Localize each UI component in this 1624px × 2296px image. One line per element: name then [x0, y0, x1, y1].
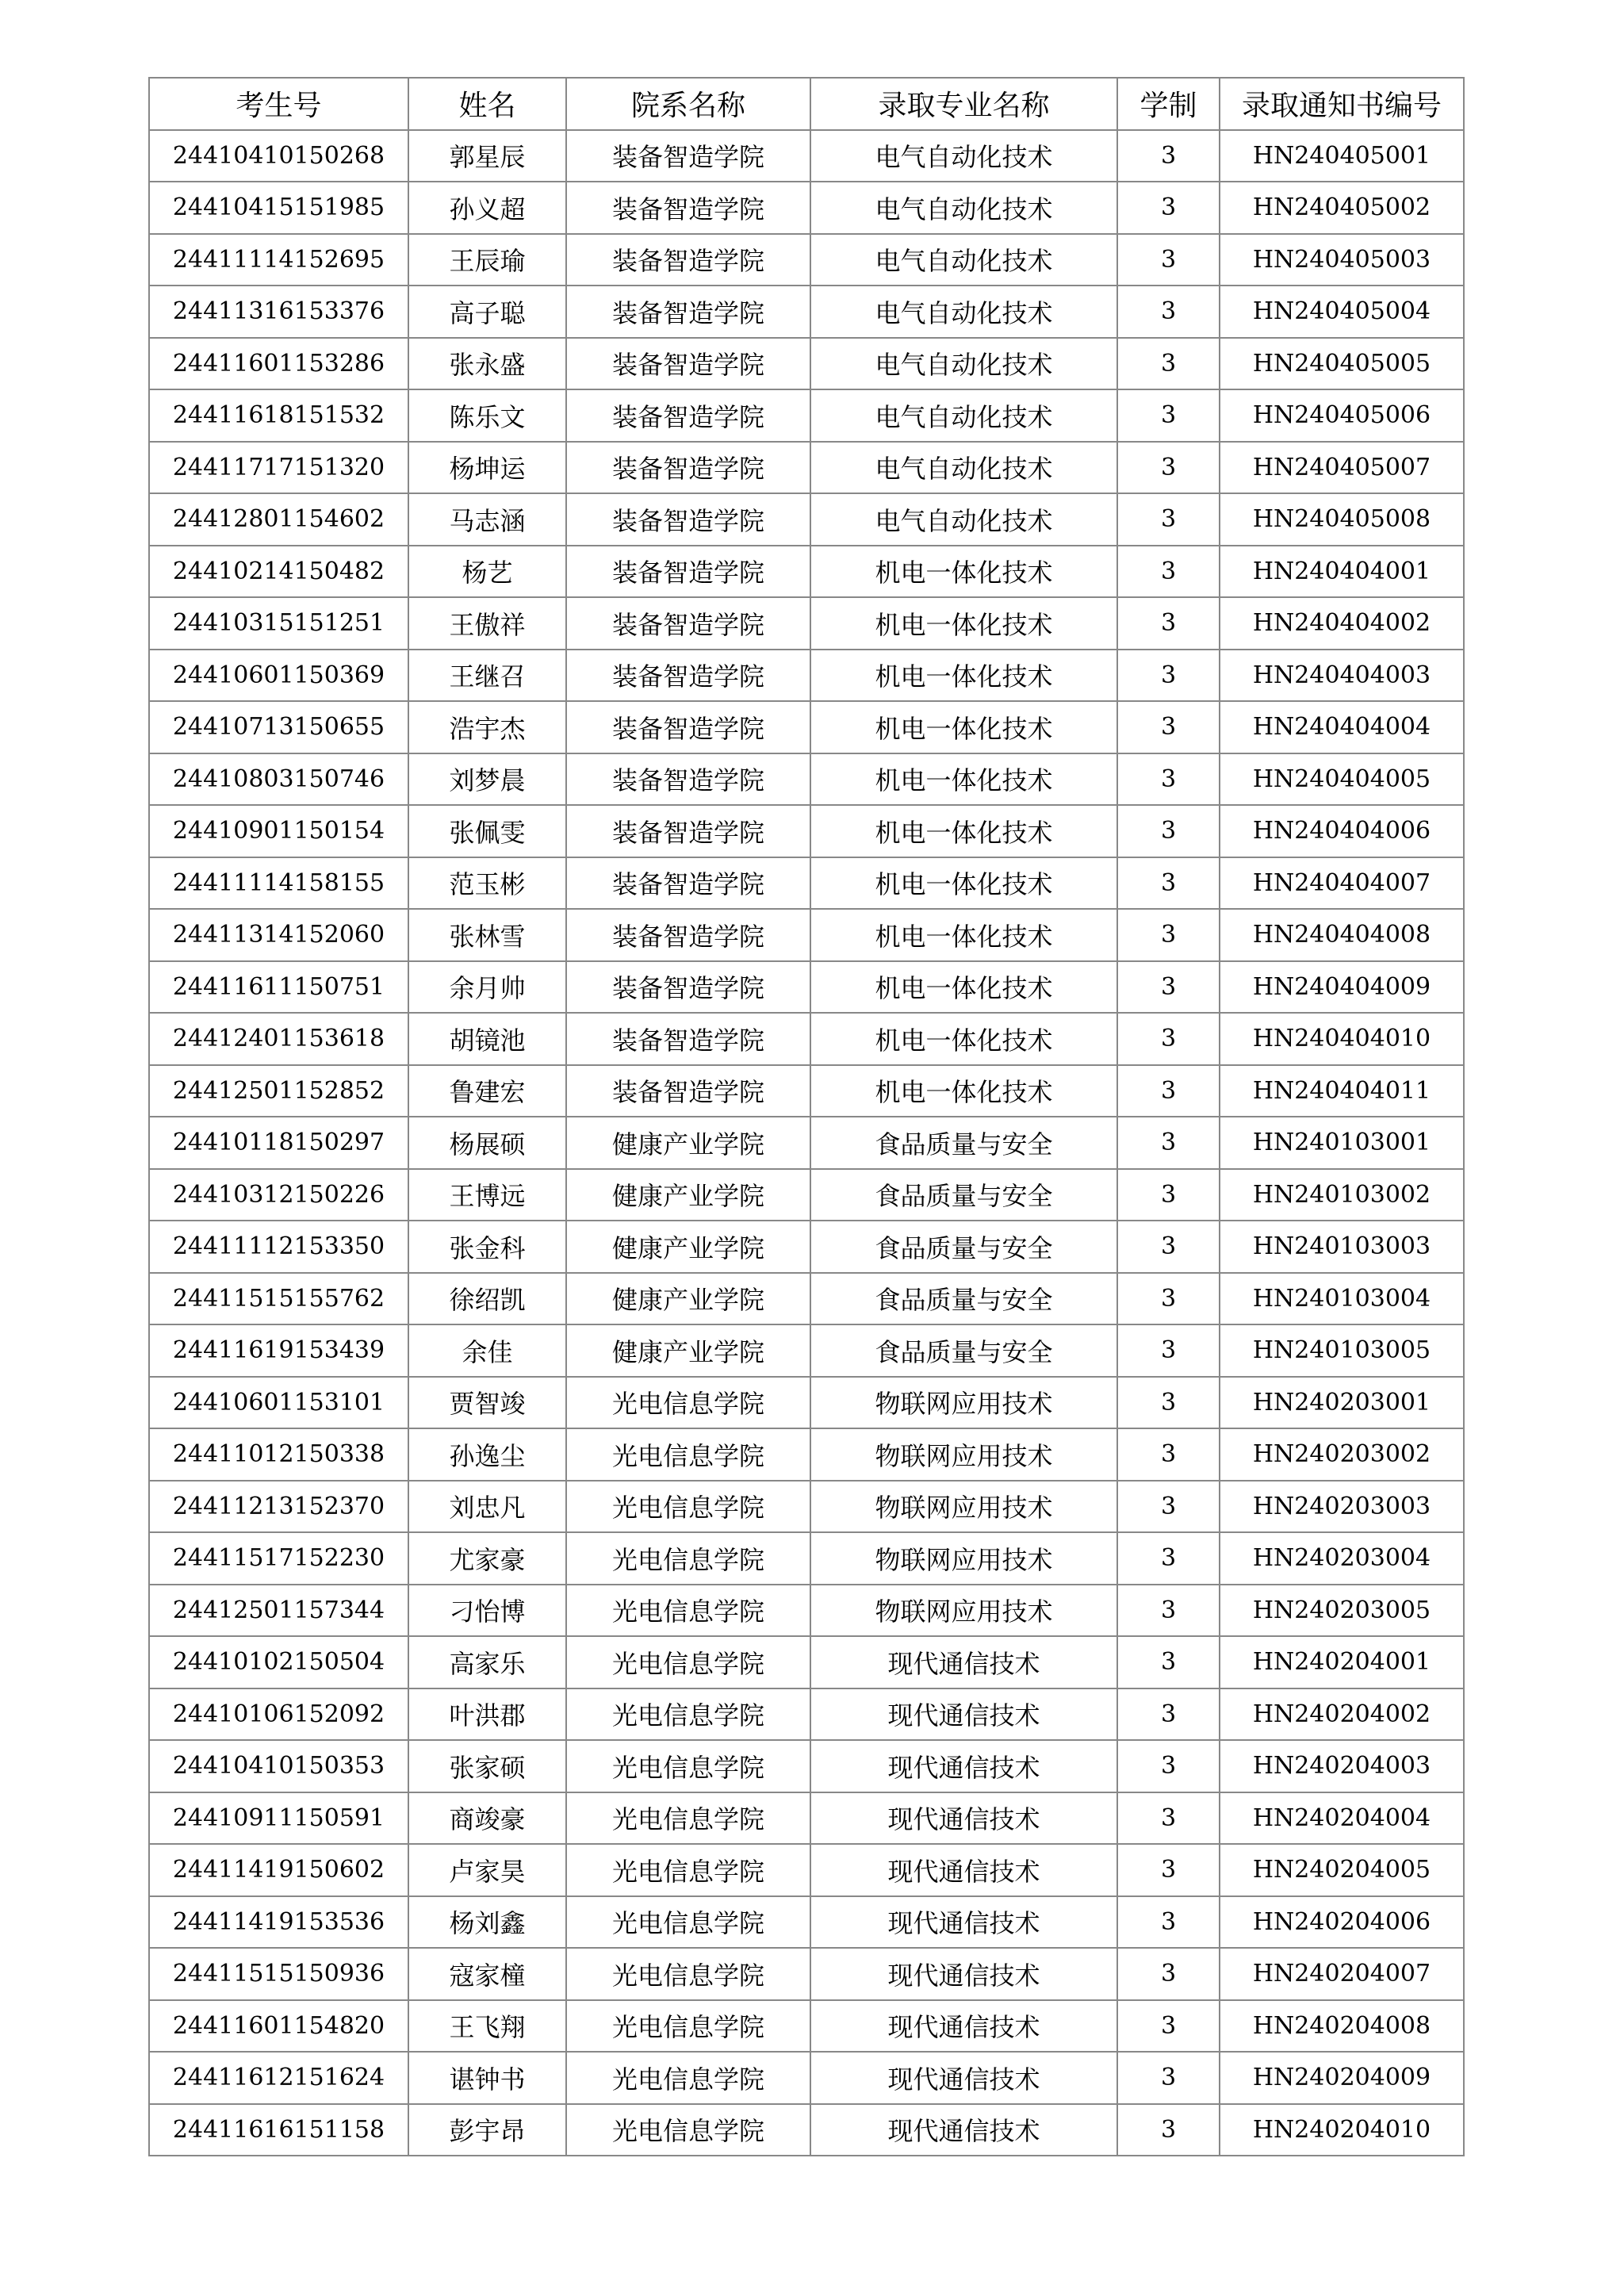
notice-number-cell: HN240405007 [1220, 442, 1464, 494]
department-cell: 装备智造学院 [566, 493, 810, 546]
exam-number-cell: 24410118150297 [149, 1117, 408, 1169]
student-name-cell: 孙义超 [408, 182, 566, 234]
table-row [149, 1740, 1464, 1792]
student-name-cell: 张林雪 [408, 909, 566, 961]
department-cell: 装备智造学院 [566, 442, 810, 494]
duration-cell: 3 [1117, 1844, 1220, 1896]
student-name-cell: 杨艺 [408, 546, 566, 598]
major-cell: 电气自动化技术 [810, 130, 1117, 182]
admission-table [148, 77, 1465, 2156]
major-cell: 现代通信技术 [810, 2000, 1117, 2053]
duration-cell: 3 [1117, 1117, 1220, 1169]
notice-number-cell: HN240405001 [1220, 130, 1464, 182]
major-cell: 食品质量与安全 [810, 1169, 1117, 1221]
duration-cell: 3 [1117, 1896, 1220, 1949]
exam-number-cell: 24411601153286 [149, 338, 408, 390]
major-cell: 电气自动化技术 [810, 234, 1117, 286]
major-cell: 电气自动化技术 [810, 442, 1117, 494]
student-name-cell: 陈乐文 [408, 389, 566, 442]
major-cell: 现代通信技术 [810, 1844, 1117, 1896]
duration-cell: 3 [1117, 961, 1220, 1014]
table-row [149, 1013, 1464, 1065]
table-row [149, 2104, 1464, 2156]
student-name-cell: 谌钟书 [408, 2052, 566, 2104]
student-name-cell: 商竣豪 [408, 1792, 566, 1845]
duration-cell: 3 [1117, 1688, 1220, 1741]
notice-number-cell: HN240404008 [1220, 909, 1464, 961]
major-cell: 机电一体化技术 [810, 805, 1117, 857]
duration-cell: 3 [1117, 442, 1220, 494]
table-row [149, 2000, 1464, 2053]
notice-number-cell: HN240204008 [1220, 2000, 1464, 2053]
major-cell: 现代通信技术 [810, 1740, 1117, 1792]
duration-cell: 3 [1117, 1377, 1220, 1429]
table-row [149, 1948, 1464, 2000]
notice-number-cell: HN240405004 [1220, 286, 1464, 338]
table-row [149, 493, 1464, 546]
notice-number-cell: HN240103001 [1220, 1117, 1464, 1169]
notice-number-cell: HN240203004 [1220, 1532, 1464, 1585]
duration-cell: 3 [1117, 1636, 1220, 1688]
exam-number-cell: 24411612151624 [149, 2052, 408, 2104]
student-name-cell: 王飞翔 [408, 2000, 566, 2053]
major-cell: 机电一体化技术 [810, 909, 1117, 961]
major-cell: 现代通信技术 [810, 2104, 1117, 2156]
duration-cell: 3 [1117, 1532, 1220, 1585]
notice-number-cell: HN240204009 [1220, 2052, 1464, 2104]
header-name: 姓名 [408, 78, 566, 130]
exam-number-cell: 24411012150338 [149, 1428, 408, 1481]
notice-number-cell: HN240204010 [1220, 2104, 1464, 2156]
table-row [149, 389, 1464, 442]
major-cell: 机电一体化技术 [810, 857, 1117, 910]
notice-number-cell: HN240204005 [1220, 1844, 1464, 1896]
table-row [149, 182, 1464, 234]
duration-cell: 3 [1117, 2052, 1220, 2104]
duration-cell: 3 [1117, 1273, 1220, 1325]
table-row [149, 1636, 1464, 1688]
header-exam-number: 考生号 [149, 78, 408, 130]
major-cell: 现代通信技术 [810, 1896, 1117, 1949]
table-row [149, 1585, 1464, 1637]
student-name-cell: 彭宇昂 [408, 2104, 566, 2156]
table-body [149, 130, 1464, 2156]
department-cell: 装备智造学院 [566, 857, 810, 910]
exam-number-cell: 24411112153350 [149, 1221, 408, 1273]
notice-number-cell: HN240103005 [1220, 1324, 1464, 1377]
department-cell: 装备智造学院 [566, 546, 810, 598]
student-name-cell: 贾智竣 [408, 1377, 566, 1429]
department-cell: 装备智造学院 [566, 389, 810, 442]
header-department: 院系名称 [566, 78, 810, 130]
exam-number-cell: 24410102150504 [149, 1636, 408, 1688]
department-cell: 健康产业学院 [566, 1169, 810, 1221]
exam-number-cell: 24411114158155 [149, 857, 408, 910]
department-cell: 光电信息学院 [566, 2052, 810, 2104]
exam-number-cell: 24411515150936 [149, 1948, 408, 2000]
major-cell: 食品质量与安全 [810, 1221, 1117, 1273]
table-row [149, 961, 1464, 1014]
major-cell: 物联网应用技术 [810, 1377, 1117, 1429]
student-name-cell: 杨展硕 [408, 1117, 566, 1169]
major-cell: 电气自动化技术 [810, 493, 1117, 546]
notice-number-cell: HN240204001 [1220, 1636, 1464, 1688]
exam-number-cell: 24411314152060 [149, 909, 408, 961]
exam-number-cell: 24412501157344 [149, 1585, 408, 1637]
exam-number-cell: 24411611150751 [149, 961, 408, 1014]
exam-number-cell: 24410106152092 [149, 1688, 408, 1741]
department-cell: 健康产业学院 [566, 1221, 810, 1273]
table-row [149, 1273, 1464, 1325]
exam-number-cell: 24411316153376 [149, 286, 408, 338]
major-cell: 现代通信技术 [810, 2052, 1117, 2104]
major-cell: 食品质量与安全 [810, 1273, 1117, 1325]
student-name-cell: 马志涵 [408, 493, 566, 546]
department-cell: 装备智造学院 [566, 286, 810, 338]
table-row [149, 130, 1464, 182]
major-cell: 物联网应用技术 [810, 1532, 1117, 1585]
major-cell: 现代通信技术 [810, 1688, 1117, 1741]
duration-cell: 3 [1117, 2000, 1220, 2053]
major-cell: 电气自动化技术 [810, 286, 1117, 338]
table-row [149, 1896, 1464, 1949]
exam-number-cell: 24410410150353 [149, 1740, 408, 1792]
student-name-cell: 鲁建宏 [408, 1065, 566, 1117]
exam-number-cell: 24410601153101 [149, 1377, 408, 1429]
student-name-cell: 郭星辰 [408, 130, 566, 182]
department-cell: 装备智造学院 [566, 701, 810, 753]
exam-number-cell: 24410410150268 [149, 130, 408, 182]
exam-number-cell: 24410911150591 [149, 1792, 408, 1845]
major-cell: 机电一体化技术 [810, 753, 1117, 806]
exam-number-cell: 24410713150655 [149, 701, 408, 753]
header-notice-number: 录取通知书编号 [1220, 78, 1464, 130]
major-cell: 电气自动化技术 [810, 338, 1117, 390]
table-row [149, 650, 1464, 702]
notice-number-cell: HN240204006 [1220, 1896, 1464, 1949]
major-cell: 机电一体化技术 [810, 1013, 1117, 1065]
student-name-cell: 余佳 [408, 1324, 566, 1377]
table-row [149, 1532, 1464, 1585]
exam-number-cell: 24411419153536 [149, 1896, 408, 1949]
duration-cell: 3 [1117, 650, 1220, 702]
table-row [149, 597, 1464, 650]
exam-number-cell: 24411114152695 [149, 234, 408, 286]
notice-number-cell: HN240103003 [1220, 1221, 1464, 1273]
table-row [149, 857, 1464, 910]
student-name-cell: 尤家豪 [408, 1532, 566, 1585]
exam-number-cell: 24412501152852 [149, 1065, 408, 1117]
department-cell: 光电信息学院 [566, 1896, 810, 1949]
student-name-cell: 王博远 [408, 1169, 566, 1221]
duration-cell: 3 [1117, 182, 1220, 234]
duration-cell: 3 [1117, 597, 1220, 650]
major-cell: 机电一体化技术 [810, 1065, 1117, 1117]
duration-cell: 3 [1117, 701, 1220, 753]
table-row [149, 1324, 1464, 1377]
department-cell: 光电信息学院 [566, 1792, 810, 1845]
exam-number-cell: 24410214150482 [149, 546, 408, 598]
department-cell: 装备智造学院 [566, 130, 810, 182]
notice-number-cell: HN240204007 [1220, 1948, 1464, 2000]
notice-number-cell: HN240203005 [1220, 1585, 1464, 1637]
table-row [149, 909, 1464, 961]
exam-number-cell: 24410312150226 [149, 1169, 408, 1221]
table-row [149, 1428, 1464, 1481]
notice-number-cell: HN240203001 [1220, 1377, 1464, 1429]
table-row [149, 442, 1464, 494]
department-cell: 装备智造学院 [566, 650, 810, 702]
table-row [149, 1377, 1464, 1429]
student-name-cell: 杨刘鑫 [408, 1896, 566, 1949]
header-duration: 学制 [1117, 78, 1220, 130]
duration-cell: 3 [1117, 1221, 1220, 1273]
major-cell: 食品质量与安全 [810, 1324, 1117, 1377]
department-cell: 健康产业学院 [566, 1324, 810, 1377]
major-cell: 现代通信技术 [810, 1636, 1117, 1688]
department-cell: 装备智造学院 [566, 753, 810, 806]
department-cell: 光电信息学院 [566, 1688, 810, 1741]
table-row [149, 805, 1464, 857]
duration-cell: 3 [1117, 493, 1220, 546]
notice-number-cell: HN240404002 [1220, 597, 1464, 650]
major-cell: 机电一体化技术 [810, 701, 1117, 753]
department-cell: 健康产业学院 [566, 1273, 810, 1325]
duration-cell: 3 [1117, 1585, 1220, 1637]
exam-number-cell: 24410901150154 [149, 805, 408, 857]
table-row [149, 1844, 1464, 1896]
department-cell: 装备智造学院 [566, 597, 810, 650]
duration-cell: 3 [1117, 1481, 1220, 1533]
department-cell: 装备智造学院 [566, 961, 810, 1014]
table-row [149, 1688, 1464, 1741]
department-cell: 光电信息学院 [566, 1481, 810, 1533]
notice-number-cell: HN240204003 [1220, 1740, 1464, 1792]
table-row [149, 546, 1464, 598]
department-cell: 光电信息学院 [566, 2000, 810, 2053]
duration-cell: 3 [1117, 338, 1220, 390]
duration-cell: 3 [1117, 2104, 1220, 2156]
department-cell: 光电信息学院 [566, 1636, 810, 1688]
table-row [149, 701, 1464, 753]
duration-cell: 3 [1117, 1792, 1220, 1845]
student-name-cell: 刘忠凡 [408, 1481, 566, 1533]
student-name-cell: 张金科 [408, 1221, 566, 1273]
student-name-cell: 徐绍凯 [408, 1273, 566, 1325]
notice-number-cell: HN240404007 [1220, 857, 1464, 910]
student-name-cell: 寇家橦 [408, 1948, 566, 2000]
department-cell: 装备智造学院 [566, 182, 810, 234]
exam-number-cell: 24411213152370 [149, 1481, 408, 1533]
exam-number-cell: 24411517152230 [149, 1532, 408, 1585]
exam-number-cell: 24411616151158 [149, 2104, 408, 2156]
exam-number-cell: 24410415151985 [149, 182, 408, 234]
notice-number-cell: HN240404001 [1220, 546, 1464, 598]
duration-cell: 3 [1117, 753, 1220, 806]
notice-number-cell: HN240404011 [1220, 1065, 1464, 1117]
notice-number-cell: HN240204004 [1220, 1792, 1464, 1845]
department-cell: 光电信息学院 [566, 1585, 810, 1637]
department-cell: 装备智造学院 [566, 1013, 810, 1065]
major-cell: 机电一体化技术 [810, 650, 1117, 702]
student-name-cell: 张家硕 [408, 1740, 566, 1792]
student-name-cell: 胡镜池 [408, 1013, 566, 1065]
notice-number-cell: HN240404009 [1220, 961, 1464, 1014]
department-cell: 装备智造学院 [566, 1065, 810, 1117]
table-row [149, 338, 1464, 390]
major-cell: 机电一体化技术 [810, 546, 1117, 598]
table-row [149, 1065, 1464, 1117]
table-row [149, 1221, 1464, 1273]
notice-number-cell: HN240404006 [1220, 805, 1464, 857]
duration-cell: 3 [1117, 1013, 1220, 1065]
duration-cell: 3 [1117, 909, 1220, 961]
department-cell: 装备智造学院 [566, 805, 810, 857]
major-cell: 物联网应用技术 [810, 1585, 1117, 1637]
table-row [149, 753, 1464, 806]
student-name-cell: 孙逸尘 [408, 1428, 566, 1481]
major-cell: 现代通信技术 [810, 1792, 1117, 1845]
student-name-cell: 张永盛 [408, 338, 566, 390]
notice-number-cell: HN240404003 [1220, 650, 1464, 702]
student-name-cell: 王傲祥 [408, 597, 566, 650]
notice-number-cell: HN240404010 [1220, 1013, 1464, 1065]
duration-cell: 3 [1117, 1428, 1220, 1481]
duration-cell: 3 [1117, 1324, 1220, 1377]
student-name-cell: 浩宇杰 [408, 701, 566, 753]
department-cell: 光电信息学院 [566, 1844, 810, 1896]
table-row [149, 1481, 1464, 1533]
duration-cell: 3 [1117, 1948, 1220, 2000]
major-cell: 机电一体化技术 [810, 597, 1117, 650]
duration-cell: 3 [1117, 234, 1220, 286]
exam-number-cell: 24411717151320 [149, 442, 408, 494]
department-cell: 装备智造学院 [566, 338, 810, 390]
notice-number-cell: HN240203002 [1220, 1428, 1464, 1481]
major-cell: 机电一体化技术 [810, 961, 1117, 1014]
table-row [149, 286, 1464, 338]
duration-cell: 3 [1117, 1169, 1220, 1221]
exam-number-cell: 24412801154602 [149, 493, 408, 546]
duration-cell: 3 [1117, 546, 1220, 598]
student-name-cell: 叶洪郡 [408, 1688, 566, 1741]
table-header-row [149, 78, 1464, 130]
exam-number-cell: 24412401153618 [149, 1013, 408, 1065]
department-cell: 装备智造学院 [566, 909, 810, 961]
department-cell: 装备智造学院 [566, 234, 810, 286]
notice-number-cell: HN240103004 [1220, 1273, 1464, 1325]
department-cell: 光电信息学院 [566, 1428, 810, 1481]
department-cell: 光电信息学院 [566, 1948, 810, 2000]
major-cell: 电气自动化技术 [810, 389, 1117, 442]
student-name-cell: 余月帅 [408, 961, 566, 1014]
table-row [149, 1169, 1464, 1221]
notice-number-cell: HN240203003 [1220, 1481, 1464, 1533]
exam-number-cell: 24411618151532 [149, 389, 408, 442]
exam-number-cell: 24411515155762 [149, 1273, 408, 1325]
major-cell: 物联网应用技术 [810, 1481, 1117, 1533]
department-cell: 健康产业学院 [566, 1117, 810, 1169]
major-cell: 食品质量与安全 [810, 1117, 1117, 1169]
header-major: 录取专业名称 [810, 78, 1117, 130]
major-cell: 电气自动化技术 [810, 182, 1117, 234]
student-name-cell: 刁怡博 [408, 1585, 566, 1637]
department-cell: 光电信息学院 [566, 1377, 810, 1429]
notice-number-cell: HN240405003 [1220, 234, 1464, 286]
student-name-cell: 王继召 [408, 650, 566, 702]
table-row [149, 1792, 1464, 1845]
notice-number-cell: HN240404005 [1220, 753, 1464, 806]
exam-number-cell: 24411601154820 [149, 2000, 408, 2053]
student-name-cell: 杨坤运 [408, 442, 566, 494]
notice-number-cell: HN240204002 [1220, 1688, 1464, 1741]
duration-cell: 3 [1117, 130, 1220, 182]
notice-number-cell: HN240404004 [1220, 701, 1464, 753]
department-cell: 光电信息学院 [566, 2104, 810, 2156]
duration-cell: 3 [1117, 805, 1220, 857]
student-name-cell: 刘梦晨 [408, 753, 566, 806]
student-name-cell: 卢家昊 [408, 1844, 566, 1896]
major-cell: 物联网应用技术 [810, 1428, 1117, 1481]
student-name-cell: 高子聪 [408, 286, 566, 338]
notice-number-cell: HN240405002 [1220, 182, 1464, 234]
notice-number-cell: HN240405008 [1220, 493, 1464, 546]
student-name-cell: 高家乐 [408, 1636, 566, 1688]
exam-number-cell: 24410315151251 [149, 597, 408, 650]
exam-number-cell: 24411419150602 [149, 1844, 408, 1896]
table-row [149, 1117, 1464, 1169]
duration-cell: 3 [1117, 1065, 1220, 1117]
student-name-cell: 张佩雯 [408, 805, 566, 857]
exam-number-cell: 24411619153439 [149, 1324, 408, 1377]
exam-number-cell: 24410803150746 [149, 753, 408, 806]
table-row [149, 2052, 1464, 2104]
duration-cell: 3 [1117, 857, 1220, 910]
duration-cell: 3 [1117, 1740, 1220, 1792]
department-cell: 光电信息学院 [566, 1532, 810, 1585]
student-name-cell: 王辰瑜 [408, 234, 566, 286]
major-cell: 现代通信技术 [810, 1948, 1117, 2000]
notice-number-cell: HN240405005 [1220, 338, 1464, 390]
department-cell: 光电信息学院 [566, 1740, 810, 1792]
student-name-cell: 范玉彬 [408, 857, 566, 910]
duration-cell: 3 [1117, 389, 1220, 442]
table-row [149, 234, 1464, 286]
duration-cell: 3 [1117, 286, 1220, 338]
notice-number-cell: HN240103002 [1220, 1169, 1464, 1221]
notice-number-cell: HN240405006 [1220, 389, 1464, 442]
exam-number-cell: 24410601150369 [149, 650, 408, 702]
